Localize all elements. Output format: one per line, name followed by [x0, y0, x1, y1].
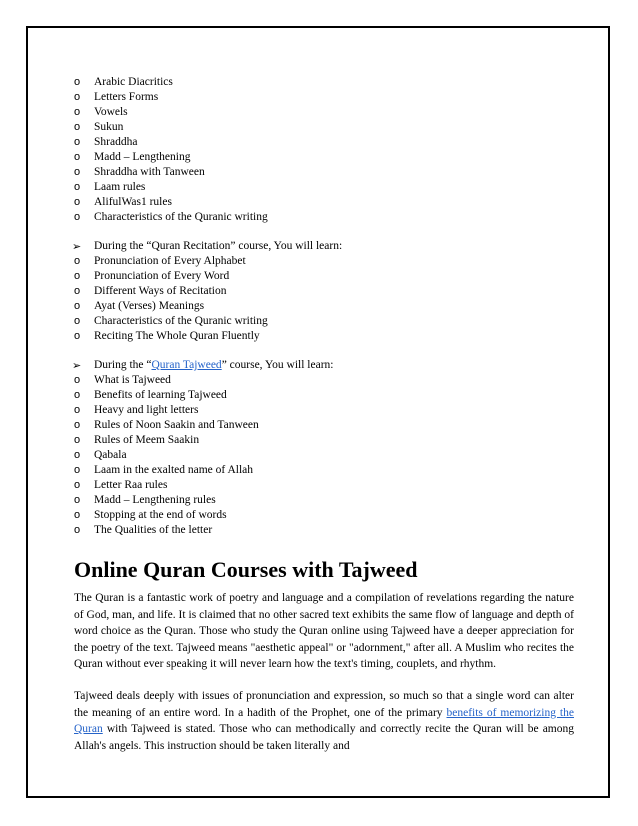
page-frame: o Arabic Diacritics o Letters Forms o Vowels o Sukun o Shraddha o Madd – Lengthening o Shraddha with Tanween o Laam rules o AlifulWas1 rules o Characteristics of the Quranic writing ➢ During the “Quran Recitation” course, You will learn: o Pronunciation of Every Alphabet o Pronunciation of Every Word o Different Ways of Recitation o Ayat (Verses) Meanings o Characteristics of the Quranic writing o Reciting The Whole Quran Fluently ➢ During the “Quran Tajweed” course, You will learn: o What is Tajweed o Benefits of learning Tajweed o Heavy and light letters o Rules of Noon Saakin and Tanween o Rules of Meem Saakin o Qabala o Laam in the exalted name of Allah o Letter Raa rules o Madd – Lengthening rules o Stopping at the end of words o The Qualities of the letter Online Quran Courses with Tajweed The Quran is a fantastic work of poetry and language and a compilation of revelations regarding the nature of God, man, and life. It is claimed that no other sacred text exhibits the same flow of language and depth of word choice as the Quran. Those who study the Quran online using Tajweed have a deeper appreciation for the poetry of the text. Tajweed means "aesthetic appeal" or "adornment," after all. A Muslim who recites the Quran without ever speaking it will never learn how the text's timing, couplets, and rhythm. Tajweed deals deeply with issues of pronunciation and expression, so much so that a single word can alter the meaning of an entire word. In a hadith of the Prophet, one of the primary benefits of memorizing the Quran with Tajweed is stated. Those who can methodically and correctly recite the Quran will be among Allah's angels. This instruction should be taken literally and [26, 26, 610, 798]
circle-bullet-icon: o [74, 389, 81, 401]
circle-bullet-icon: o [74, 330, 81, 342]
circle-bullet-icon: o [74, 434, 81, 446]
circle-bullet-icon: o [74, 449, 81, 461]
circle-bullet-icon: o [74, 464, 81, 476]
arrow-bullet-icon: ➢ [72, 359, 82, 372]
circle-bullet-icon: o [74, 196, 81, 208]
circle-bullet-icon: o [74, 404, 81, 416]
circle-bullet-icon: o [74, 479, 81, 491]
circle-bullet-icon: o [74, 136, 81, 148]
circle-bullet-icon: o [74, 106, 81, 118]
paragraph-tajweed: Tajweed deals deeply with issues of pronunciation and expression, so much so that a single word can alter the meaning of an entire word. In a hadith of the Prophet, one of the primary benefits of memorizing the Quran with Tajweed is stated. Those who can methodically and correctly recite the Quran will be among Allah's angels. This instruction should be taken literally and [74, 690, 574, 752]
circle-bullet-icon: o [74, 270, 81, 282]
memorizing-quran-link[interactable]: benefits of memorizing the Quran [74, 706, 574, 735]
arrow-bullet-icon: ➢ [72, 240, 82, 253]
circle-bullet-icon: o [74, 121, 81, 133]
circle-bullet-icon: o [74, 300, 81, 312]
quran-tajweed-link[interactable]: Quran Tajweed [151, 359, 222, 371]
circle-bullet-icon: o [74, 285, 81, 297]
circle-bullet-icon: o [74, 524, 81, 536]
circle-bullet-icon: o [74, 166, 81, 178]
circle-bullet-icon: o [74, 315, 81, 327]
circle-bullet-icon: o [74, 211, 81, 223]
circle-bullet-icon: o [74, 76, 81, 88]
section-heading: Online Quran Courses with Tajweed [74, 557, 418, 582]
circle-bullet-icon: o [74, 181, 81, 193]
circle-bullet-icon: o [74, 374, 81, 386]
circle-bullet-icon: o [74, 419, 81, 431]
circle-bullet-icon: o [74, 255, 81, 267]
circle-bullet-icon: o [74, 91, 81, 103]
paragraph-intro: The Quran is a fantastic work of poetry and language and a compilation of revelations regarding the nature of God, man, and life. It is claimed that no other sacred text exhibits the same flow of language and depth of word choice as the Quran. Those who study the Quran online using Tajweed have a deeper appreciation for the poetry of the text. Tajweed means "aesthetic appeal" or "adornment," after all. A Muslim who recites the Quran without ever speaking it will never learn how the text's timing, couplets, and rhythm. [74, 592, 574, 670]
circle-bullet-icon: o [74, 494, 81, 506]
circle-bullet-icon: o [74, 509, 81, 521]
circle-bullet-icon: o [74, 151, 81, 163]
